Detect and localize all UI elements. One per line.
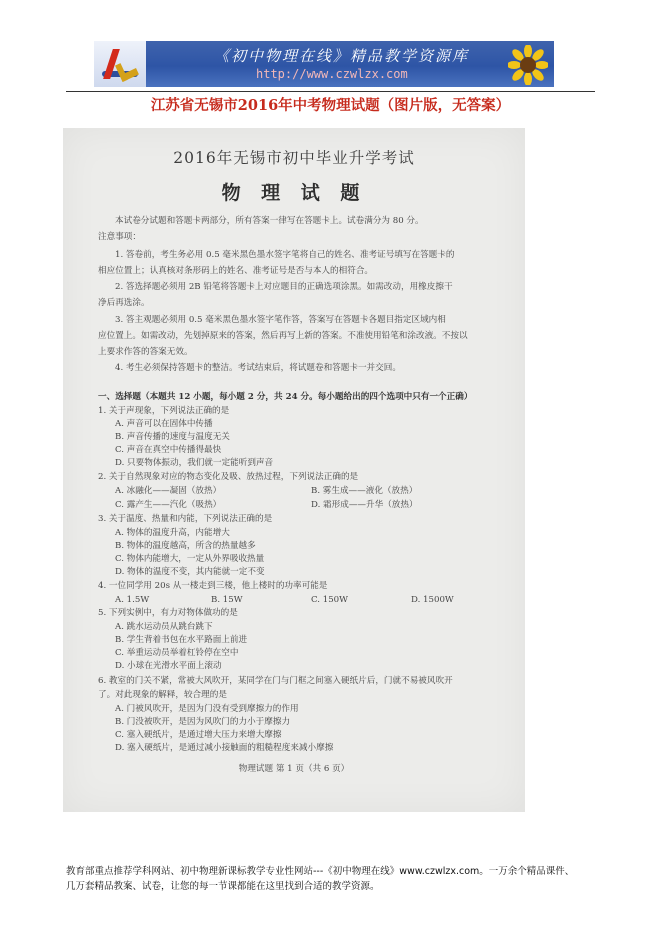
question-option: D. 只要物体振动，我们就一定能听到声音	[115, 458, 274, 468]
sunflower-icon	[508, 45, 548, 85]
question-option: C. 露产生——汽化（吸热）	[115, 500, 222, 510]
footer-line: 几万套精品教案、试卷，让您的每一节课都能在这里找到合适的教学资源。	[66, 881, 380, 892]
question-option: A. 声音可以在固体中传播	[115, 419, 213, 429]
question-option: A. 1.5W	[115, 595, 150, 605]
question-option: D. 物体的温度不变，其内能就一定不变	[115, 567, 265, 577]
question-stem: 了。对此现象的解释，较合理的是	[98, 690, 227, 700]
notes-heading: 注意事项：	[98, 232, 141, 242]
question-option: C. 声音在真空中传播得最快	[115, 445, 222, 455]
question-stem: 6. 教室的门关不紧，常被大风吹开，某同学在门与门框之间塞入硬纸片后，门就不易被风吹开	[98, 676, 453, 686]
question-option: D. 塞入硬纸片，是通过减小接触面的粗糙程度来减小摩擦	[115, 743, 334, 753]
banner-url: http://www.czwlzx.com	[256, 67, 408, 81]
question-option: C. 150W	[311, 595, 348, 605]
question-option: A. 冰融化——凝固（放热）	[115, 486, 222, 496]
question-option: B. 声音传播的速度与温度无关	[115, 432, 230, 442]
footer-line: 教育部重点推荐学科网站、初中物理新课标教学专业性网站---《初中物理在线》www.czwlzx.com。一万余个精品课件、	[66, 866, 575, 877]
question-option: B. 门没被吹开，是因为风吹门的力小于摩擦力	[115, 717, 291, 727]
question-stem: 5. 下列实例中，有力对物体做功的是	[98, 608, 238, 618]
page-title: 江苏省无锡市2016年中考物理试题（图片版，无答案）	[150, 97, 511, 114]
question-option: B. 物体的温度越高，所含的热量越多	[115, 541, 256, 551]
question-option: D. 霜形成——升华（放热）	[311, 500, 418, 510]
note-line: 2. 答选择题必须用 2B 铅笔将答题卡上对应题目的正确选项涂黑。如需改动，用橡皮擦干	[115, 282, 453, 292]
question-option: B. 15W	[211, 595, 243, 605]
banner-title: 《初中物理在线》精品教学资源库	[214, 47, 470, 65]
header-divider	[66, 91, 595, 92]
note-line: 上要求作答的答案无效。	[98, 347, 193, 357]
question-stem: 1. 关于声现象，下列说法正确的是	[98, 406, 230, 416]
question-option: C. 物体内能增大，一定从外界吸收热量	[115, 554, 265, 564]
question-option: A. 物体的温度升高，内能增大	[115, 528, 230, 538]
question-stem: 2. 关于自然现象对应的物态变化及吸、放热过程，下列说法正确的是	[98, 472, 359, 482]
note-line: 应位置上。如需改动，先划掉原来的答案，然后再写上新的答案。不准使用铅笔和涂改液。不按以	[98, 331, 468, 341]
exam-intro: 本试卷分试题和答题卡两部分，所有答案一律写在答题卡上。试卷满分为 80 分。	[115, 216, 424, 226]
exam-page-photo	[63, 128, 525, 812]
question-option: C. 举重运动员举着杠铃停在空中	[115, 648, 239, 658]
note-line: 1. 答卷前，考生务必用 0.5 毫米黑色墨水签字笔将自己的姓名、准考证号填写在答题卡的	[115, 250, 455, 260]
note-line: 净后再选涂。	[98, 298, 150, 308]
question-option: A. 跳水运动员从跳台跳下	[115, 622, 213, 632]
question-option: A. 门被风吹开，是因为门没有受到摩擦力的作用	[115, 704, 299, 714]
site-banner	[94, 41, 554, 87]
question-option: B. 雾生成——液化（放热）	[311, 486, 418, 496]
exam-page-number: 物理试题 第 1 页（共 6 页）	[238, 764, 350, 774]
footer-note	[66, 864, 606, 894]
exam-title: 2016年无锡市初中毕业升学考试	[173, 149, 415, 167]
note-line: 3. 答主观题必须用 0.5 毫米黑色墨水签字笔作答，答案写在答题卡各题目指定区域内相	[115, 315, 446, 325]
site-logo	[94, 41, 146, 87]
question-stem: 3. 关于温度、热量和内能，下列说法正确的是	[98, 514, 273, 524]
section-heading: 一、选择题（本题共 12 小题，每小题 2 分，共 24 分。每小题给出的四个选项中只有一个正确）	[98, 392, 473, 402]
subject-title: 物 理 试 题	[221, 182, 367, 204]
question-option: D. 1500W	[411, 595, 454, 605]
question-stem: 4. 一位同学用 20s 从一楼走到三楼，他上楼时的功率可能是	[98, 581, 328, 591]
question-option: C. 塞入硬纸片，是通过增大压力来增大摩擦	[115, 730, 282, 740]
note-line: 相应位置上；认真核对条形码上的姓名、准考证号是否与本人的相符合。	[98, 266, 374, 276]
note-line: 4. 考生必须保持答题卡的整洁。考试结束后，将试题卷和答题卡一并交回。	[115, 363, 401, 373]
question-option: D. 小球在光滑水平面上滚动	[115, 661, 222, 671]
question-option: B. 学生背着书包在水平路面上前进	[115, 635, 248, 645]
